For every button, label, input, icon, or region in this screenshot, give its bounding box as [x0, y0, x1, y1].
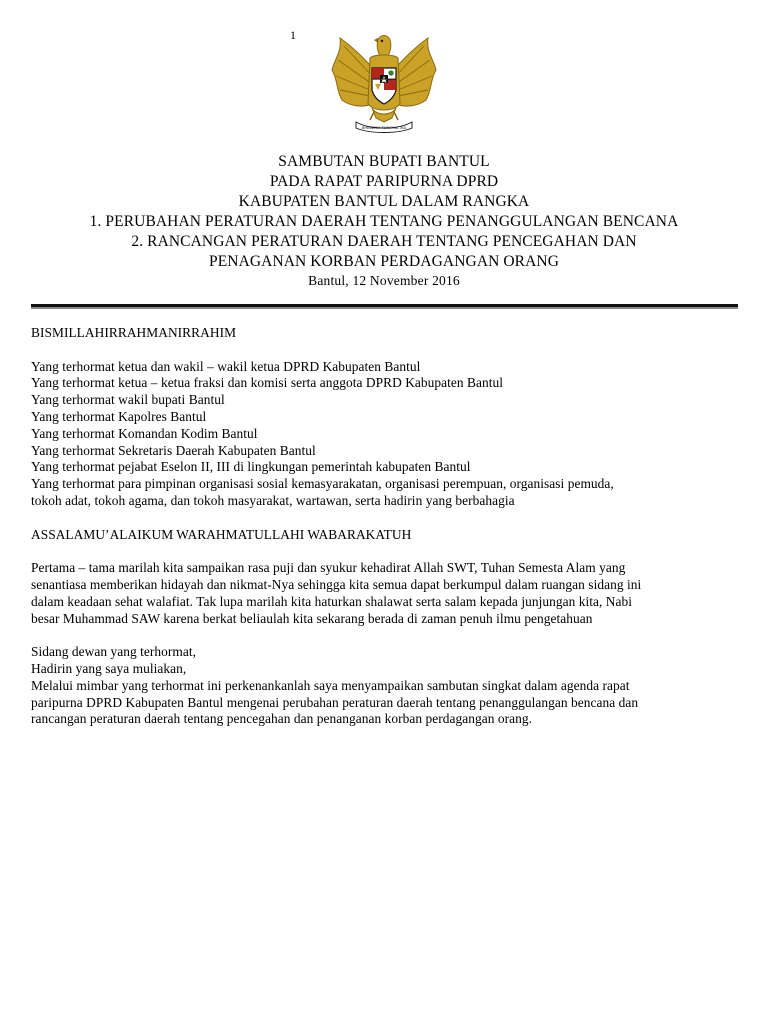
- greeting-line: Yang terhormat pejabat Eselon II, III di lingkungan pemerintah kabupaten Bantul: [31, 459, 471, 475]
- greeting-line: Yang terhormat wakil bupati Bantul: [31, 392, 225, 408]
- salam-line: ASSALAMU’ALAIKUM WARAHMATULLAHI WABARAKATUH: [31, 526, 412, 542]
- address-line: Hadirin yang saya muliakan,: [31, 660, 187, 676]
- emblem-motto: BHINNEKA TUNGGAL IKA: [361, 126, 407, 130]
- heading-line-5: 2. RANCANGAN PERATURAN DAERAH TENTANG PENCEGAHAN DAN: [131, 233, 637, 250]
- page-number: 1: [290, 28, 296, 42]
- spacer: [31, 342, 741, 359]
- paragraph-2-line: Melalui mimbar yang terhormat ini perkenankanlah saya menyampaikan sambutan singkat dalam agenda rapat: [31, 677, 630, 693]
- greeting-line: Yang terhormat ketua dan wakil – wakil ketua DPRD Kabupaten Bantul: [31, 358, 421, 374]
- opening-line: BISMILLAHIRRAHMANIRRAHIM: [31, 325, 237, 340]
- speech-body: [31, 325, 741, 728]
- greeting-line: Yang terhormat Kapolres Bantul: [31, 408, 207, 424]
- document-heading: [30, 152, 738, 289]
- spacer: [31, 510, 741, 527]
- paragraph-1-line: besar Muhammad SAW karena berkat beliaulah kita sekarang berada di zaman penuh ilmu pengetahuan: [31, 610, 593, 626]
- heading-divider: [31, 304, 738, 307]
- paragraph-1-line: Pertama – tama marilah kita sampaikan rasa puji dan syukur kehadirat Allah SWT, Tuhan Semesta Alam yang: [31, 560, 626, 576]
- greeting-line: Yang terhormat ketua – ketua fraksi dan komisi serta anggota DPRD Kabupaten Bantul: [31, 375, 504, 391]
- paragraph-2-line: paripurna DPRD Kabupaten Bantul mengenai perubahan peraturan daerah tentang penanggulangan bencana dan: [31, 694, 639, 710]
- paragraph-2-line: rancangan peraturan daerah tentang pencegahan dan penanganan korban perdagangan orang.: [31, 711, 532, 727]
- paragraph-1-line: senantiasa memberikan hidayah dan nikmat-Nya sehingga kita semua dapat berkumpul dalam ruangan sidang ini: [31, 576, 642, 592]
- heading-line-4: 1. PERUBAHAN PERATURAN DAERAH TENTANG PENANGGULANGAN BENCANA: [89, 213, 679, 230]
- greeting-line: Yang terhormat para pimpinan organisasi sosial kemasyarakatan, organisasi perempuan, organisasi pemuda,: [31, 476, 614, 492]
- heading-line-2: PADA RAPAT PARIPURNA DPRD: [269, 173, 499, 190]
- heading-line-1: SAMBUTAN BUPATI BANTUL: [278, 153, 490, 170]
- garuda-emblem-icon: [330, 30, 438, 136]
- spacer: [31, 627, 741, 644]
- heading-line-6: PENAGANAN KORBAN PERDAGANGAN ORANG: [208, 253, 559, 270]
- greeting-line: tokoh adat, tokoh agama, dan tokoh masyarakat, wartawan, serta hadirin yang berbahagia: [31, 492, 515, 508]
- greeting-line: Yang terhormat Komandan Kodim Bantul: [31, 425, 258, 441]
- heading-line-3: KABUPATEN BANTUL DALAM RANGKA: [238, 193, 530, 210]
- paragraph-1-line: dalam keadaan sehat walafiat. Tak lupa marilah kita haturkan shalawat serta salam kepada junjungan kita, Nabi: [31, 593, 633, 609]
- document-date: Bantul, 12 November 2016: [308, 273, 460, 288]
- greeting-line: Yang terhormat Sekretaris Daerah Kabupaten Bantul: [31, 442, 316, 458]
- spacer: [31, 543, 741, 560]
- address-line: Sidang dewan yang terhormat,: [31, 644, 197, 660]
